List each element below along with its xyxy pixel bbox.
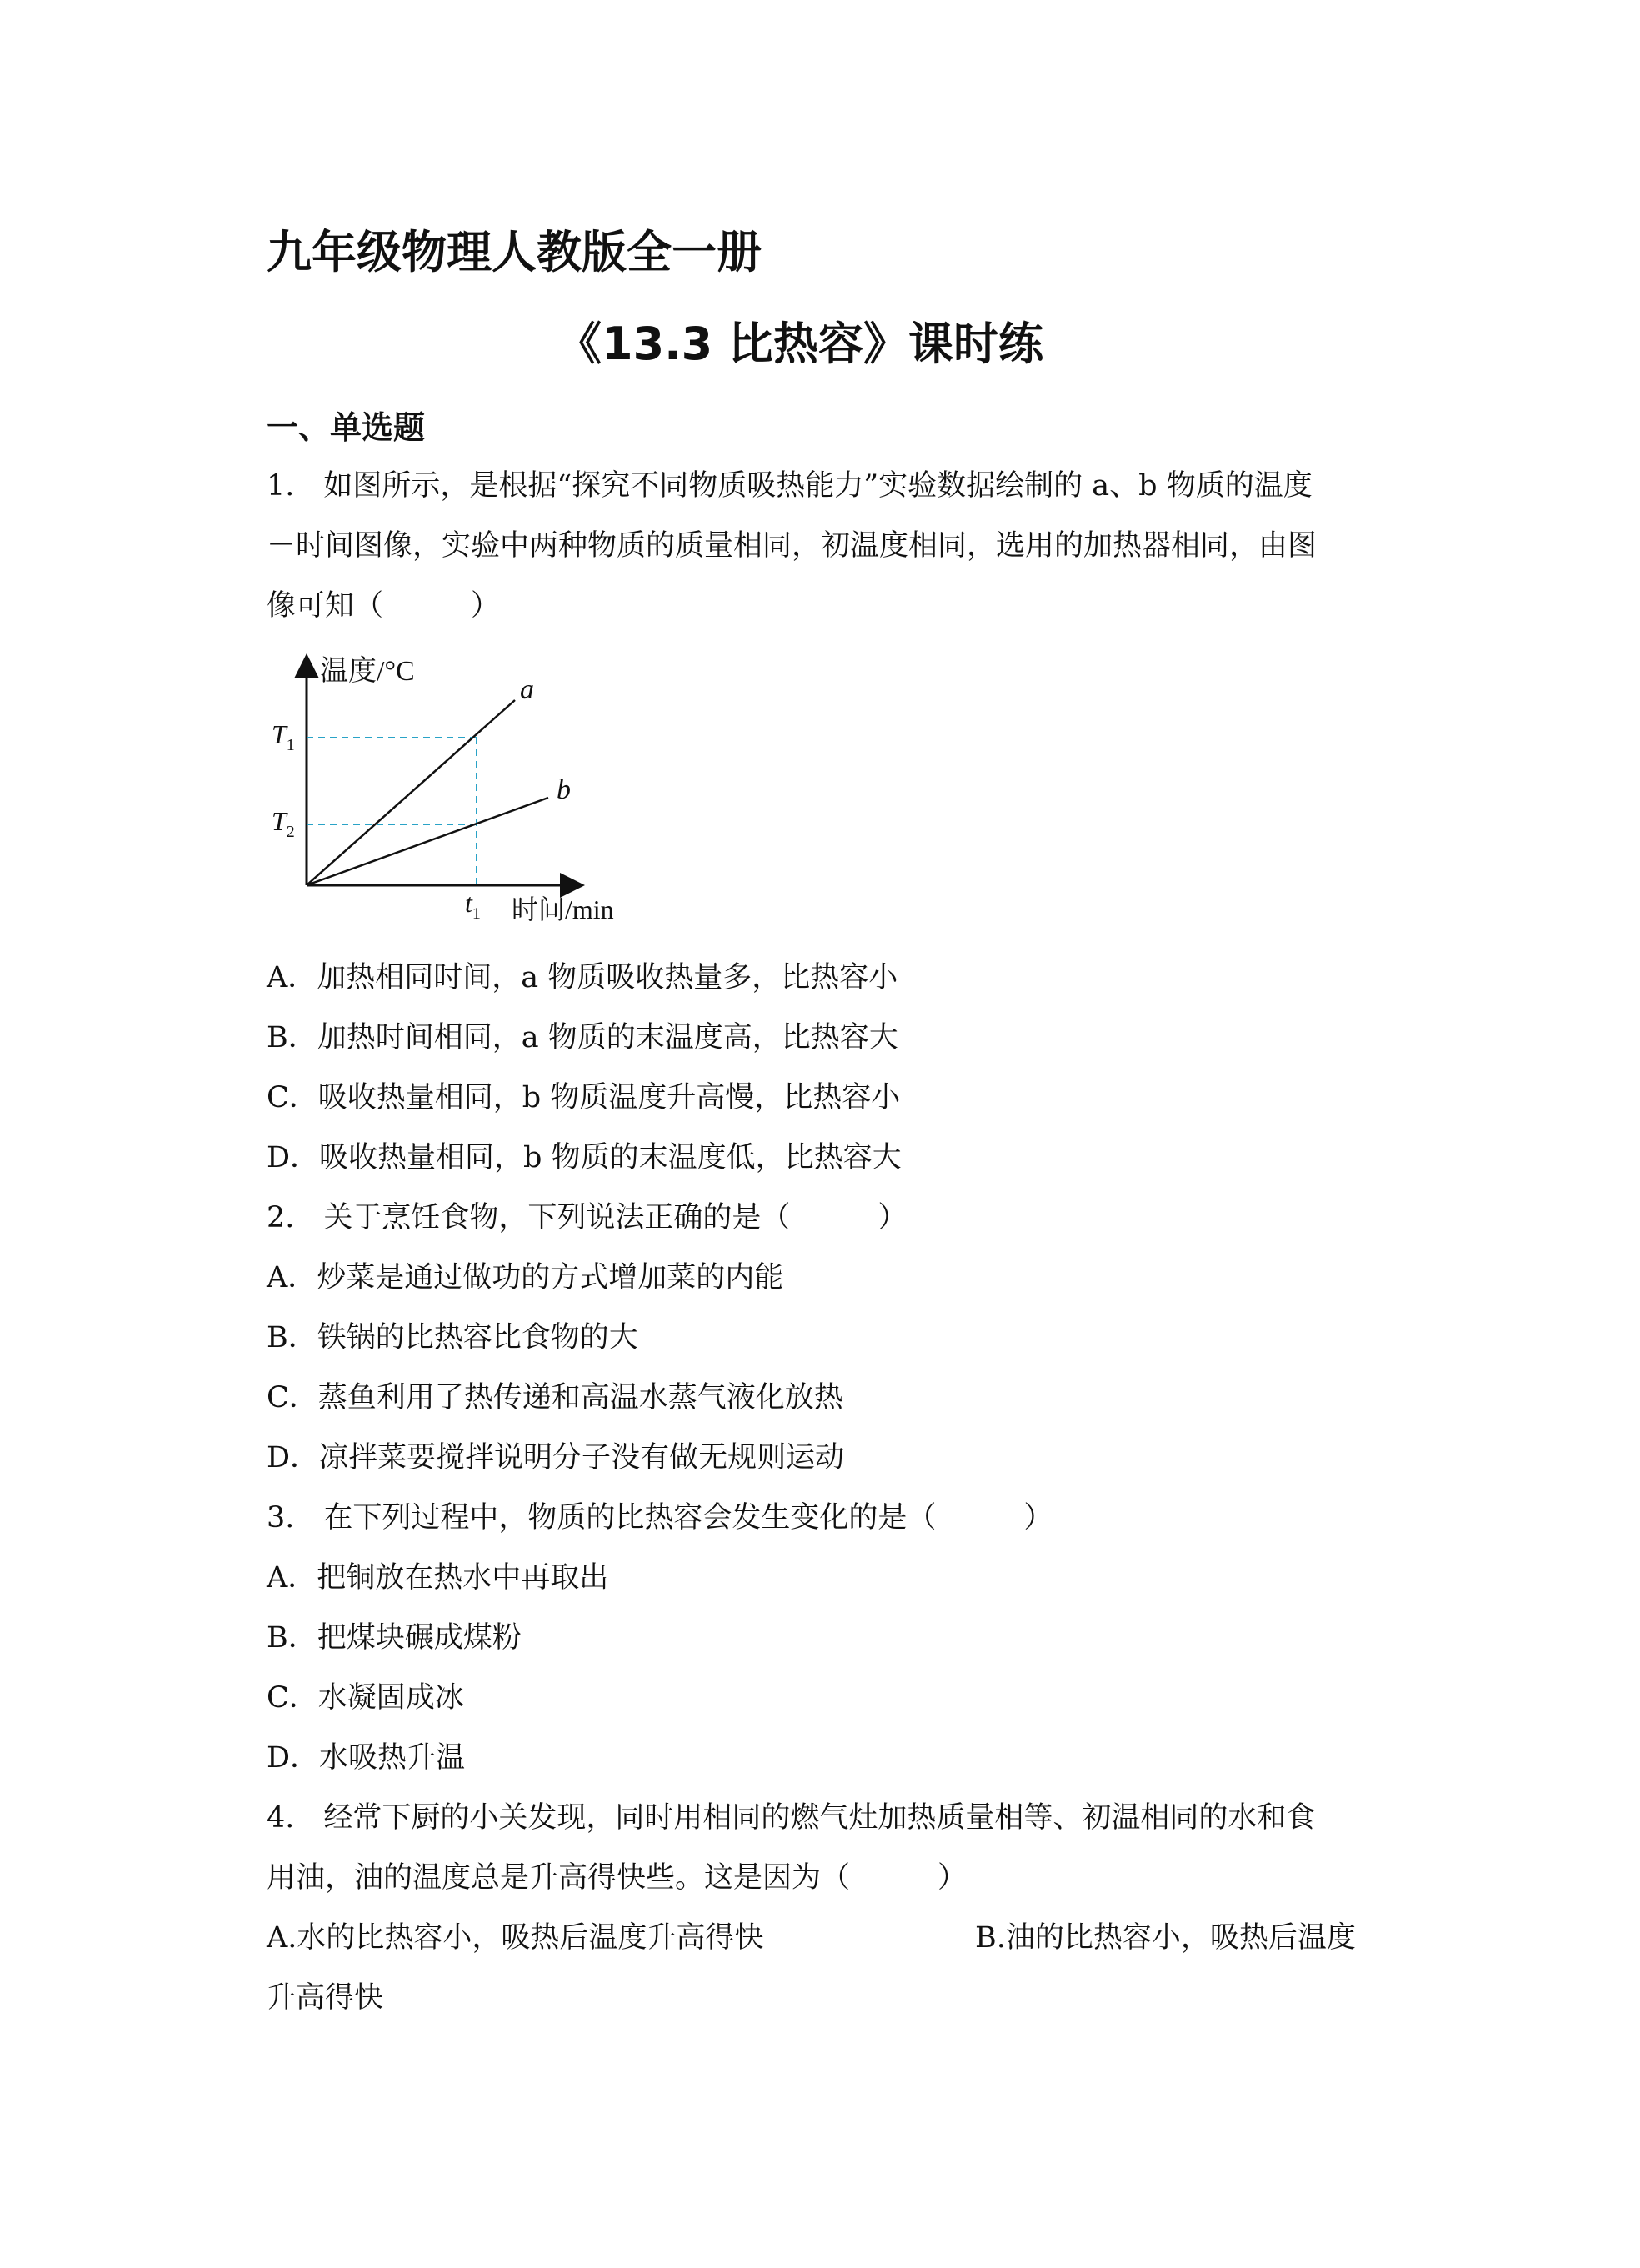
answer-option: B.油的比热容小，吸热后温度 xyxy=(975,1921,1356,1955)
series-line-a xyxy=(307,700,515,885)
answer-option: A．加热相同时间，a 物质吸收热量多，比热容小 xyxy=(267,961,898,994)
series-line-b xyxy=(307,798,548,885)
answer-option: B．把煤块碾成煤粉 xyxy=(267,1621,522,1655)
answer-option: A．把铜放在热水中再取出 xyxy=(267,1561,609,1595)
question-stem-line: －时间图像，实验中两种物质的质量相同，初温度相同，选用的加热器相同，由图 xyxy=(267,529,1318,563)
answer-option: C．蒸鱼利用了热传递和高温水蒸气液化放热 xyxy=(267,1381,843,1414)
answer-option: D．吸收热量相同，b 物质的末温度低，比热容大 xyxy=(267,1141,902,1174)
question-stem-line: 2. 关于烹饪食物，下列说法正确的是（ ） xyxy=(267,1201,908,1234)
question-stem-line: 像可知（ ） xyxy=(267,589,501,623)
answer-option: C．水凝固成冰 xyxy=(267,1681,464,1715)
answer-option: B．加热时间相同，a 物质的末温度高，比热容大 xyxy=(267,1021,898,1054)
answer-option: D．水吸热升温 xyxy=(267,1741,466,1775)
y-tick-label-t1: $T_1$ xyxy=(272,719,295,754)
series-label-b: b xyxy=(557,774,571,805)
y-axis-label: 温度/°C xyxy=(320,656,415,687)
document-title: 九年级物理人教版全一册 xyxy=(267,226,762,278)
question-stem-line: 3. 在下列过程中，物质的比热容会发生变化的是（ ） xyxy=(267,1501,1053,1535)
temperature-time-graph xyxy=(265,652,665,935)
answer-option: D．凉拌菜要搅拌说明分子没有做无规则运动 xyxy=(267,1441,845,1474)
series-label-a: a xyxy=(520,674,534,705)
answer-option-continuation: 升高得快 xyxy=(267,1981,384,2015)
y-tick-label-t2: $T_2$ xyxy=(272,806,295,841)
x-tick-label-t1: $t_1$ xyxy=(465,888,481,923)
question-stem-line: 4. 经常下厨的小关发现，同时用相同的燃气灶加热质量相等、初温相同的水和食 xyxy=(267,1801,1316,1835)
section-heading: 一、单选题 xyxy=(267,409,426,446)
x-axis-label: 时间/min xyxy=(512,894,614,924)
answer-option: A.水的比热容小，吸热后温度升高得快 xyxy=(267,1921,764,1955)
question-stem-line: 用油，油的温度总是升高得快些。这是因为（ ） xyxy=(267,1861,968,1895)
answer-option: C．吸收热量相同，b 物质温度升高慢，比热容小 xyxy=(267,1081,901,1114)
answer-option: B．铁锅的比热容比食物的大 xyxy=(267,1321,638,1354)
document-subtitle: 《13.3 比热容》课时练 xyxy=(557,318,1044,370)
question-stem-line: 1. 如图所示，是根据“探究不同物质吸热能力”实验数据绘制的 a、b 物质的温度 xyxy=(267,469,1312,503)
answer-option: A．炒菜是通过做功的方式增加菜的内能 xyxy=(267,1261,784,1294)
